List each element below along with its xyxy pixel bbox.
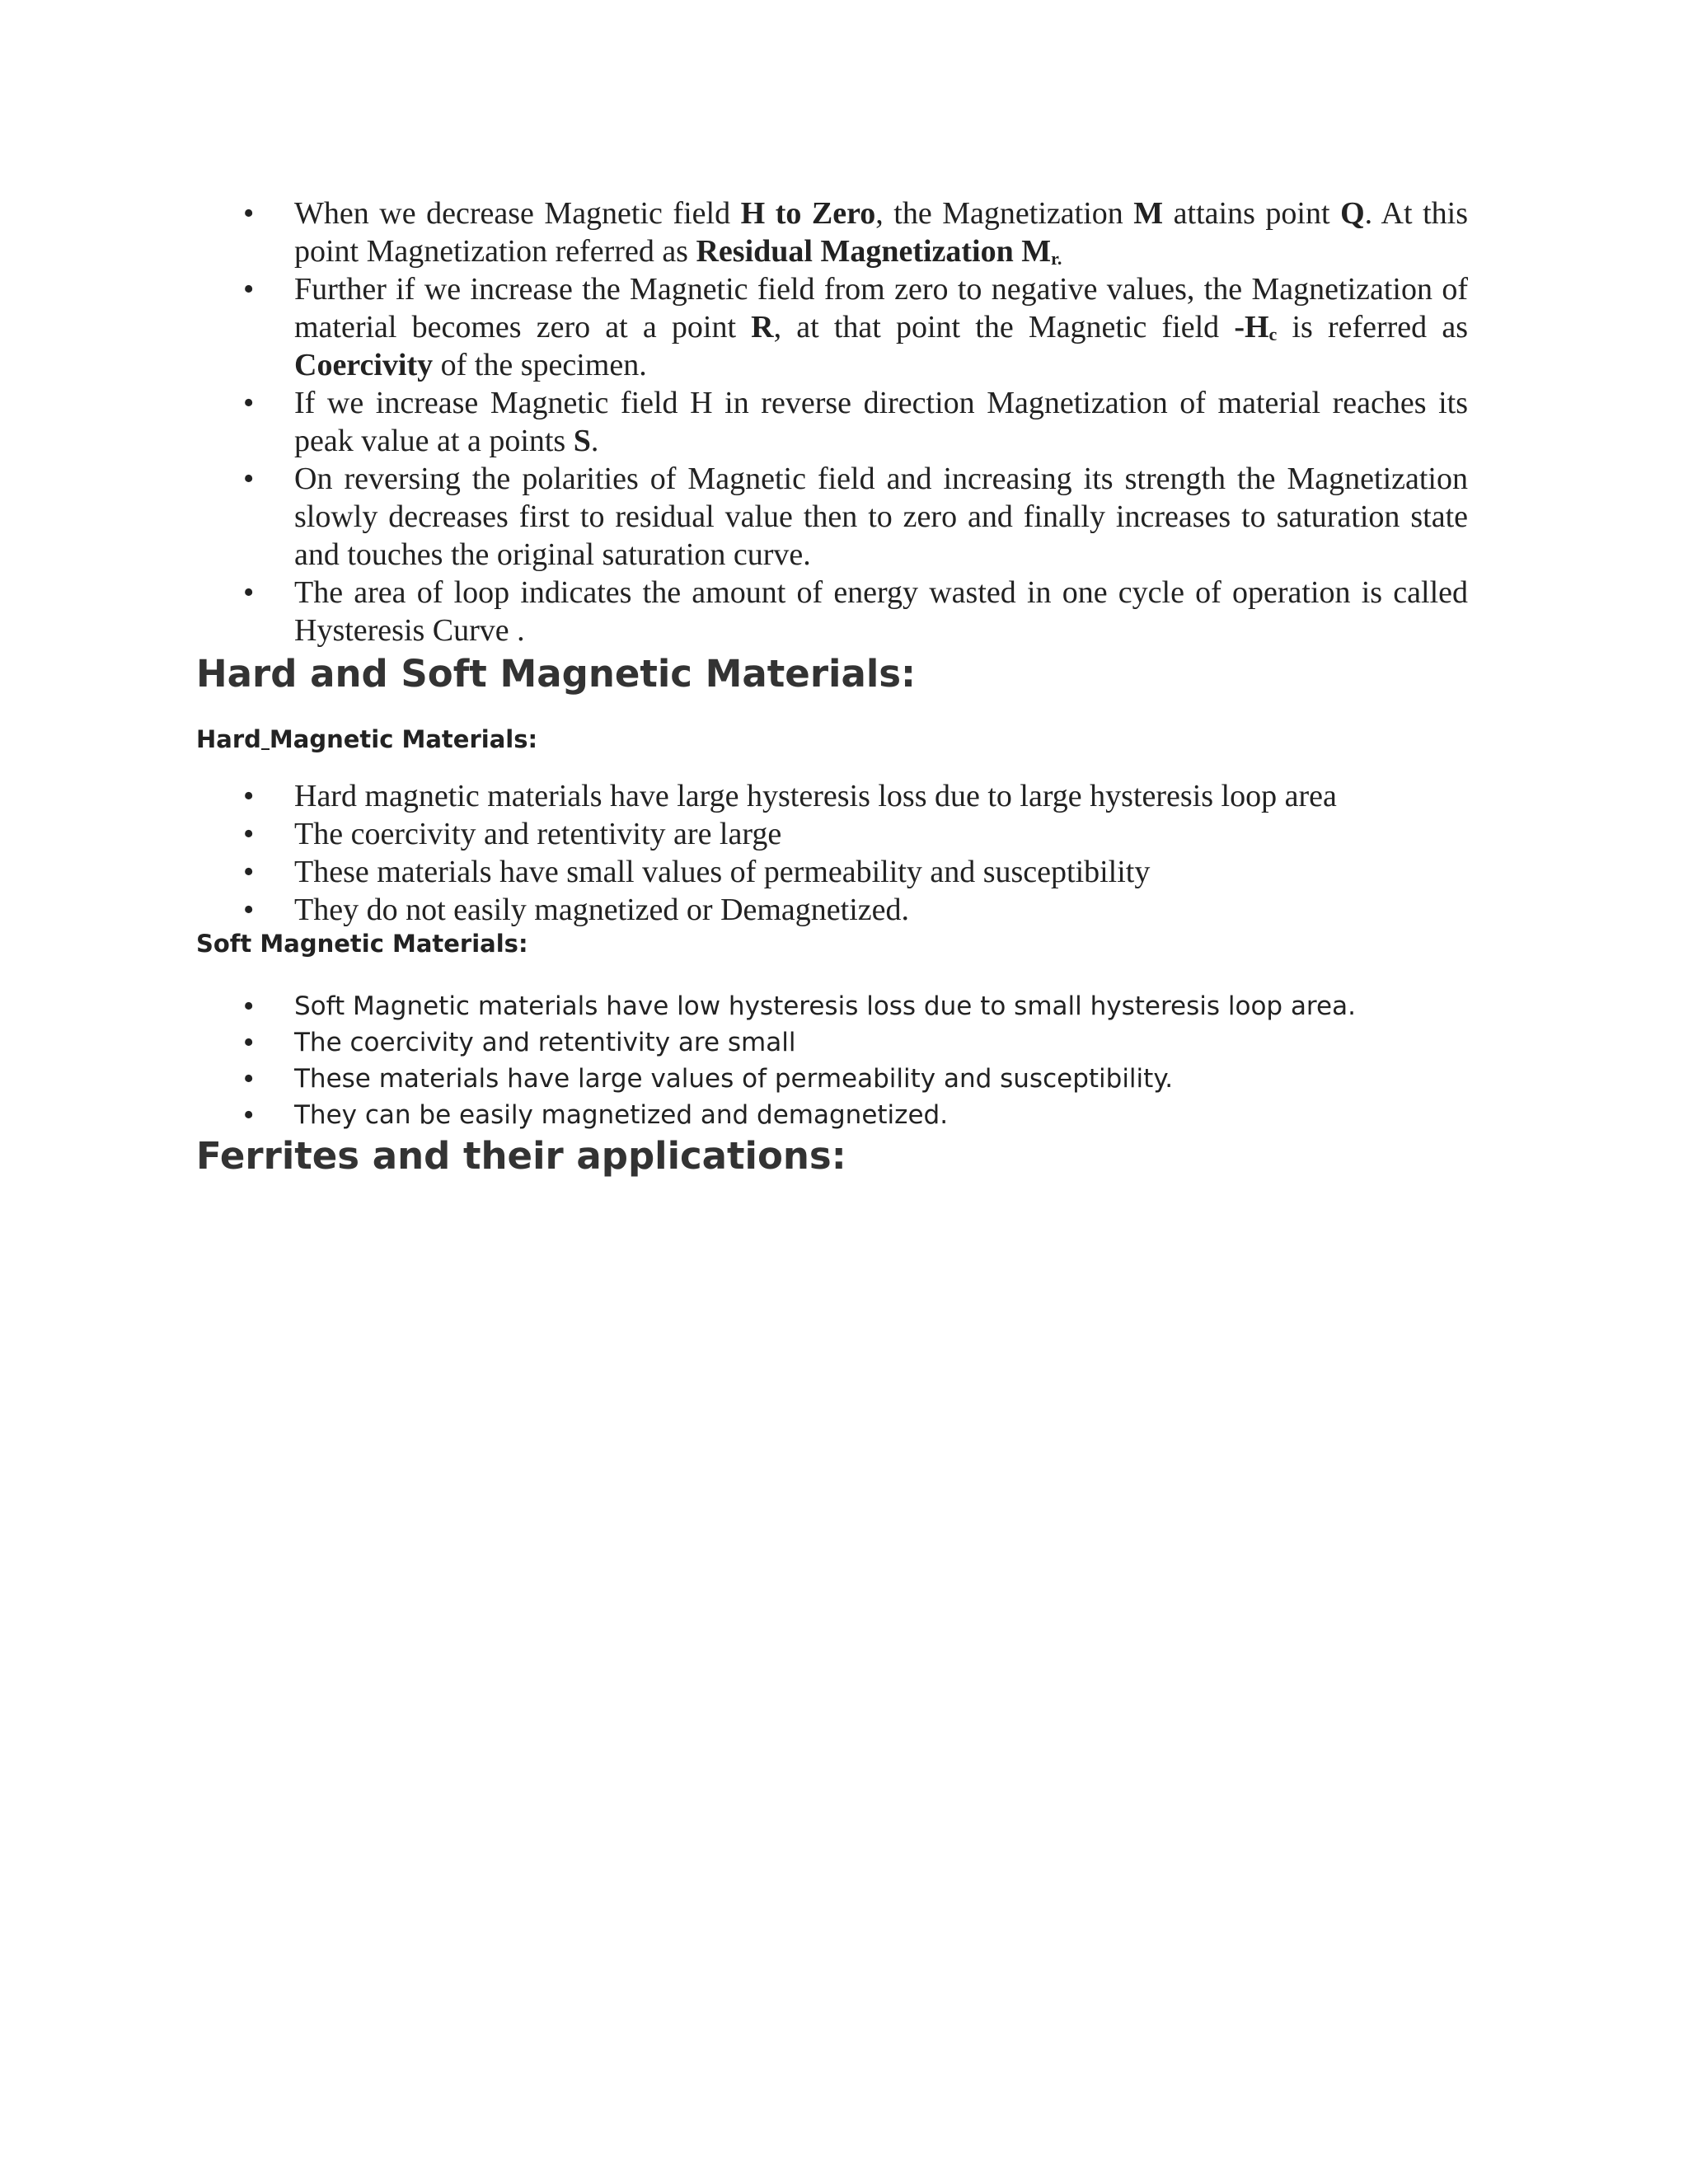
list-item-text: These materials have large values of permeability and susceptibility. xyxy=(294,1064,1174,1094)
bullet-icon: • xyxy=(243,893,255,927)
text-run: On reversing the polarities of Magnetic field and increasing its strength the Magnetization slowly decreases first to residual value then to zero and finally increases to saturation state and touches the original saturation curve. xyxy=(294,462,1468,572)
hard-heading-word: Hard xyxy=(196,725,261,753)
text-run: attains point xyxy=(1163,196,1341,231)
list-item xyxy=(196,270,1468,384)
bullet-icon: • xyxy=(243,1062,255,1096)
text-run: , the Magnetization xyxy=(875,196,1134,231)
text-run: The area of loop indicates the amount of energy wasted in one cycle of operation is called Hysteresis Curve . xyxy=(294,575,1468,648)
text-run: When we decrease Magnetic field xyxy=(294,196,741,231)
hard-materials-list xyxy=(196,777,1468,929)
bullet-icon: • xyxy=(243,272,255,307)
list-item xyxy=(196,194,1468,270)
soft-materials-heading: Soft Magnetic Materials: xyxy=(196,930,528,958)
list-item-text: These materials have small values of permeability and susceptibility xyxy=(294,855,1151,889)
document-page xyxy=(196,194,1468,1179)
hard-materials-heading xyxy=(196,724,1468,754)
list-item xyxy=(196,891,1468,929)
bullet-icon: • xyxy=(243,779,255,813)
list-item xyxy=(196,777,1468,815)
hysteresis-bullet-list xyxy=(196,194,1468,649)
heading-underscore-mark xyxy=(261,748,270,750)
list-item xyxy=(196,384,1468,460)
text-run: is referred as xyxy=(1277,310,1468,344)
bullet-icon: • xyxy=(243,817,255,851)
list-item xyxy=(196,1061,1468,1097)
list-item xyxy=(196,815,1468,853)
list-item-text: They can be easily magnetized and demagnetized. xyxy=(294,1100,949,1130)
subscript: r. xyxy=(1051,248,1062,269)
list-item xyxy=(196,988,1468,1024)
text-run: , at that point the Magnetic field xyxy=(773,310,1235,344)
hard-heading-rest: Magnetic Materials: xyxy=(269,725,538,753)
subscript: c xyxy=(1268,324,1278,344)
bullet-icon: • xyxy=(243,575,255,610)
text-run: . xyxy=(590,424,599,458)
bullet-icon: • xyxy=(243,462,255,496)
bullet-icon: • xyxy=(243,1098,255,1132)
bullet-icon: • xyxy=(243,855,255,889)
list-item-text: The coercivity and retentivity are small xyxy=(294,1028,796,1057)
bold-term: Residual Magnetization M xyxy=(696,234,1052,269)
list-item xyxy=(196,460,1468,574)
bold-term: R xyxy=(751,310,774,344)
list-item-text: Hard magnetic materials have large hysteresis loss due to large hysteresis loop area xyxy=(294,779,1337,813)
text-run: . At this point Magnetization referred as xyxy=(294,196,1468,269)
bullet-icon: • xyxy=(243,386,255,420)
bold-term: M xyxy=(1133,196,1164,231)
ferrites-heading: Ferrites and their applications: xyxy=(196,1134,846,1178)
soft-materials-list xyxy=(196,988,1468,1133)
bullet-icon: • xyxy=(243,989,255,1024)
list-item xyxy=(196,1024,1468,1061)
bold-term: -H xyxy=(1234,310,1269,344)
list-item-text: The coercivity and retentivity are large xyxy=(294,817,782,851)
list-item xyxy=(196,574,1468,649)
text-run: Further if we increase the Magnetic field from zero to negative values, the Magnetization of material becomes zero at a point xyxy=(294,272,1468,344)
list-item-text: They do not easily magnetized or Demagnetized. xyxy=(294,893,910,927)
text-run: If we increase Magnetic field H in reverse direction Magnetization of material reaches its peak value at a points xyxy=(294,386,1468,458)
bold-term: S xyxy=(573,424,591,458)
section-heading-hard-soft: Hard and Soft Magnetic Materials: xyxy=(196,652,917,696)
list-item xyxy=(196,853,1468,891)
bold-term: H to Zero xyxy=(740,196,876,231)
bold-term: Q xyxy=(1340,196,1365,231)
list-item xyxy=(196,1097,1468,1133)
bold-term: Coercivity xyxy=(294,348,434,382)
bullet-icon: • xyxy=(243,196,255,231)
bullet-icon: • xyxy=(243,1025,255,1060)
text-run: of the specimen. xyxy=(433,348,647,382)
list-item-text: Soft Magnetic materials have low hysteresis loss due to small hysteresis loop area. xyxy=(294,991,1356,1021)
